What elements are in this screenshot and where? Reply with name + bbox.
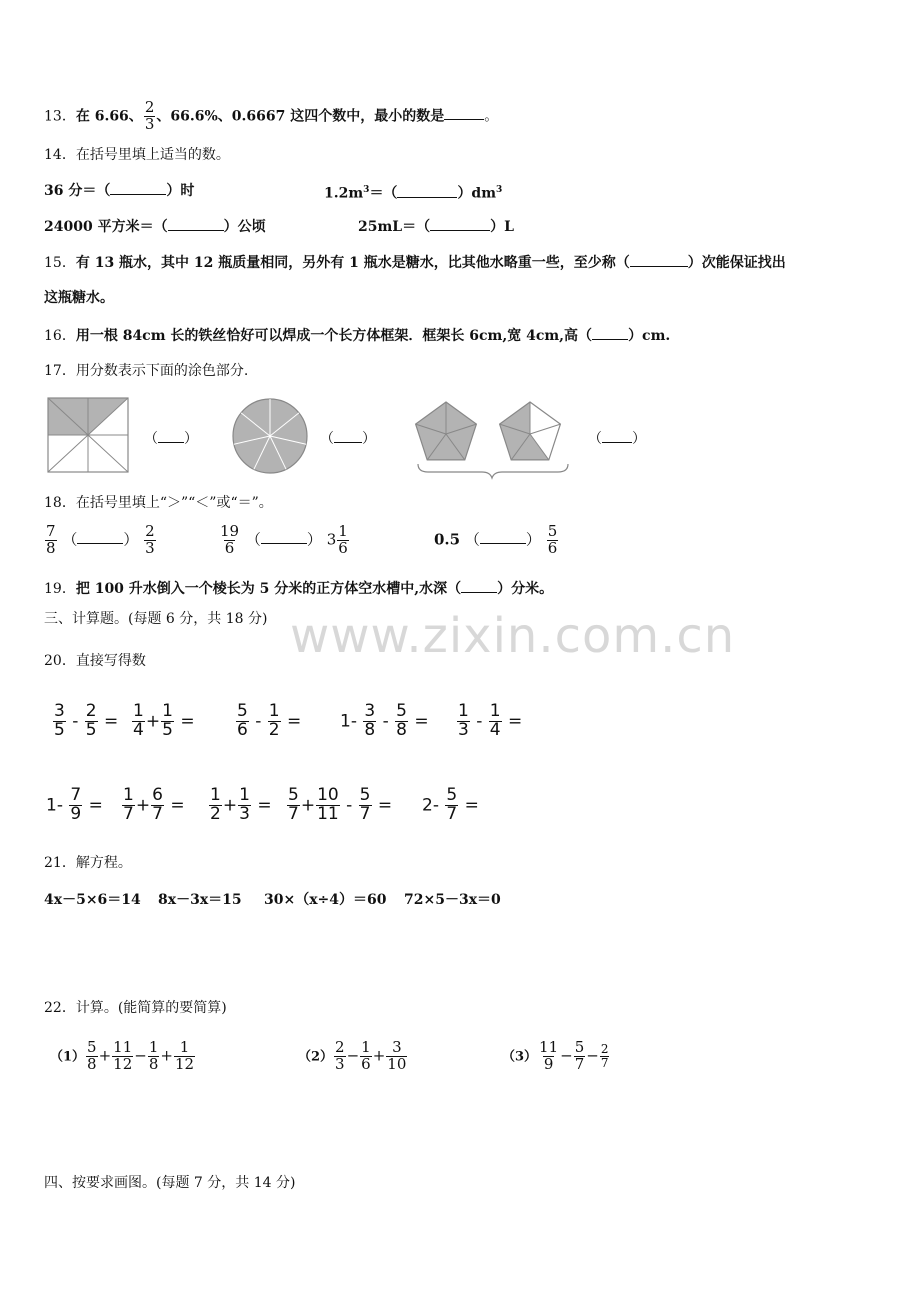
section-4-title: 四、按要求画图。(每题 7 分，共 14 分) <box>44 1175 296 1191</box>
q17-blank-3[interactable] <box>602 428 632 443</box>
q17-answer-2: （ ） <box>320 428 376 448</box>
q14-text: 在括号里填上适当的数。 <box>75 147 230 163</box>
q18-pair-2: $\frac{19}{6}$ （ ） 3 $\frac{1}{6}$ <box>220 522 348 557</box>
q21-eq-4: 72×5－3x＝0 <box>404 892 501 908</box>
q20-r1-e2: $\frac{1}{4}$ + $\frac{1}{5}$ = <box>133 701 195 740</box>
q20-r2-e5: 2- $\frac{5}{7}$ = <box>422 785 479 824</box>
q16-blank[interactable] <box>592 325 628 340</box>
q21-eq-3: 30×（x÷4）＝60 <box>264 892 387 908</box>
q17-figures <box>0 390 920 480</box>
q14-a-blank[interactable] <box>110 180 166 195</box>
q17-answer-3: （ ） <box>588 428 646 448</box>
q20-r2-e3: $\frac{1}{2}$ + $\frac{1}{3}$ = <box>210 785 272 824</box>
q18-pair-3: 0.5 （ ） $\frac{5}{6}$ <box>434 522 558 557</box>
pentagon-partial <box>500 402 561 460</box>
question-15: 15．有 13 瓶水，其中 12 瓶质量相同，另外有 1 瓶水是糖水，比其他水略重一些，至少称（ ）次能保证找出 <box>44 252 786 273</box>
q22-calc-2: （2） $\frac{2}{3}$ − $\frac{1}{6}$ + $\frac{3}{10}$ <box>298 1038 407 1073</box>
question-14: 14．在括号里填上适当的数。 <box>44 147 230 163</box>
question-22: 22．计算。(能简算的要简算) <box>44 1000 227 1016</box>
square-figure <box>48 398 128 472</box>
q18-blank-3[interactable] <box>480 529 526 544</box>
question-20: 20．直接写得数 <box>44 653 146 669</box>
q14-d-blank[interactable] <box>430 216 490 231</box>
q14-item-d: 25mL＝（ ）L <box>358 216 514 237</box>
q13-fraction: $\frac{2}{3}$ <box>144 98 155 133</box>
section-3-title: 三、计算题。(每题 6 分，共 18 分) <box>44 611 268 627</box>
q13-post: 、66.6%、0.6667 这四个数中，最小的数是 <box>156 108 445 125</box>
q18-blank-2[interactable] <box>261 529 307 544</box>
q15-line2: 这瓶糖水。 <box>44 290 114 306</box>
q22-calc-3: （3） $\frac{11}{9}$ − $\frac{5}{7}$ − $\frac{2}{7}$ <box>502 1038 609 1073</box>
q14-b-blank[interactable] <box>397 183 457 198</box>
watermark: www.zixin.com.cn <box>290 608 736 664</box>
q14-c-blank[interactable] <box>168 216 224 231</box>
q21-eq-2: 8x－3x＝15 <box>158 892 242 908</box>
q21-eq-1: 4x－5×6＝14 <box>44 892 141 908</box>
q20-r1-e1: $\frac{3}{5}$ - $\frac{2}{5}$ = <box>54 701 119 740</box>
q18-blank-1[interactable] <box>77 529 123 544</box>
q20-r2-e1: 1- $\frac{7}{9}$ = <box>46 785 103 824</box>
q20-r2-e2: $\frac{1}{7}$ + $\frac{6}{7}$ = <box>123 785 185 824</box>
circle-figure <box>233 399 307 473</box>
q20-r1-e5: $\frac{1}{3}$ - $\frac{1}{4}$ = <box>458 701 523 740</box>
q13-pre: 在 6.66、 <box>75 108 143 125</box>
question-19: 19．把 100 升水倒入一个棱长为 5 分米的正方体空水槽中,水深（ ）分米。 <box>44 578 553 599</box>
q20-r2-e4: $\frac{5}{7}$ + $\frac{10}{11}$ - $\frac{5}{7}$ = <box>288 785 393 824</box>
question-16: 16．用一根 84cm 长的铁丝恰好可以焊成一个长方体框架．框架长 6cm,宽 4cm,高（ ）cm. <box>44 325 670 346</box>
question-21: 21．解方程。 <box>44 855 132 871</box>
q15-blank[interactable] <box>630 252 688 267</box>
q14-item-a: 36 分＝（ ）时 <box>44 180 194 201</box>
question-17: 17．用分数表示下面的涂色部分. <box>44 363 249 379</box>
question-13: 13．在 6.66、 $\frac{2}{3}$ 、66.6%、0.6667 这四个数中，最小的数是 。 <box>44 98 499 133</box>
question-18: 18．在括号里填上“＞”“＜”或“＝”。 <box>44 495 273 511</box>
q19-blank[interactable] <box>461 578 497 593</box>
q13-answer-blank[interactable] <box>444 105 484 120</box>
q20-r1-e3: $\frac{5}{6}$ - $\frac{1}{2}$ = <box>237 701 302 740</box>
brace <box>418 464 568 478</box>
q17-blank-1[interactable] <box>158 428 184 443</box>
q14-item-b: $1.2m^3=$（ ）$dm^3$ <box>324 180 502 204</box>
q17-blank-2[interactable] <box>334 428 362 443</box>
q17-answer-1: （ ） <box>144 428 198 448</box>
pentagon-full <box>416 402 477 460</box>
q22-calc-1: （1） $\frac{5}{8}$ + $\frac{11}{12}$ − $\frac{1}{8}$ + $\frac{1}{12}$ <box>50 1038 195 1073</box>
q18-pair-1: $\frac{7}{8}$ （ ） $\frac{2}{3}$ <box>46 522 155 557</box>
q14-item-c: 24000 平方米＝（ ）公顷 <box>44 216 266 237</box>
q13-number: 13． <box>44 108 76 125</box>
q20-r1-e4: 1- $\frac{3}{8}$ - $\frac{5}{8}$ = <box>340 701 429 740</box>
